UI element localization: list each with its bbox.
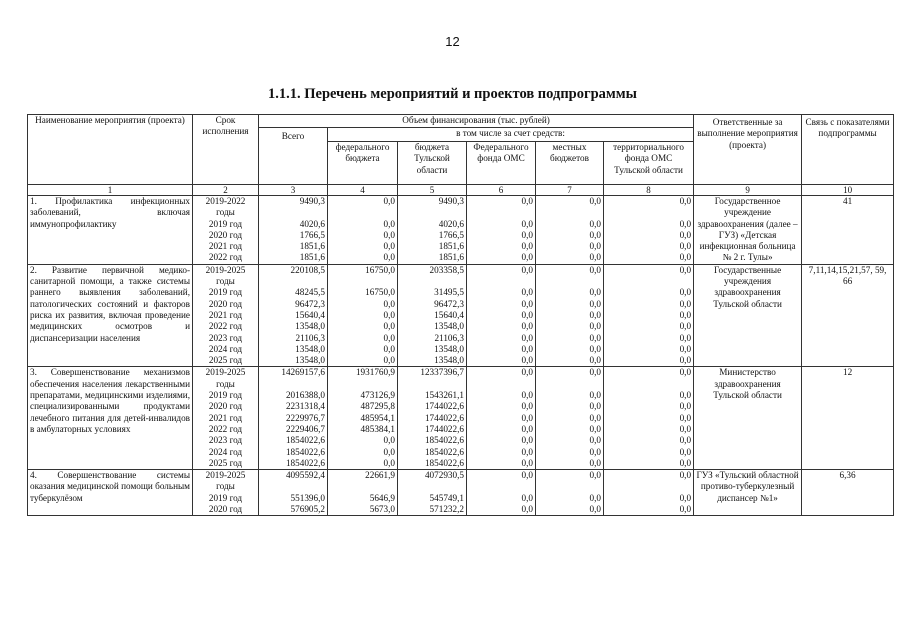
- amount-value: 0,0: [521, 446, 533, 457]
- amount-value: [400, 207, 464, 218]
- amount-value: 220108,5: [290, 264, 325, 275]
- amount-value: 0,0: [383, 309, 395, 320]
- amount-value: [469, 276, 533, 287]
- amount-value: 1854022,6: [424, 457, 464, 468]
- amount-value: 1851,6: [438, 252, 464, 263]
- amount-value: 1854022,6: [424, 446, 464, 457]
- amount-federal-budget: [328, 470, 398, 516]
- amount-value: 48245,5: [295, 287, 325, 298]
- amount-value: 0,0: [589, 332, 601, 343]
- amount-local-budgets: [536, 470, 604, 516]
- column-number: 6: [467, 185, 536, 196]
- term-line: 2019-2025: [205, 264, 246, 275]
- amount-value: 485384,1: [360, 423, 395, 434]
- amount-value: 1766,5: [438, 229, 464, 240]
- amount-value: 2229406,7: [285, 423, 325, 434]
- amount-value: [261, 481, 325, 492]
- term-cell: [193, 196, 259, 265]
- amount-value: 0,0: [521, 412, 533, 423]
- amount-value: 0,0: [679, 401, 692, 412]
- amount-value: 0,0: [589, 287, 601, 298]
- amount-value: 0,0: [589, 264, 601, 275]
- amount-value: [261, 276, 325, 287]
- amount-value: 0,0: [521, 218, 533, 229]
- header-federal-budget: федерального бюджета: [328, 142, 398, 185]
- term-line: 2019-2025: [205, 367, 246, 378]
- amount-value: [538, 481, 601, 492]
- amount-value: 571232,2: [429, 504, 464, 515]
- amount-value: 1854022,6: [424, 435, 464, 446]
- amount-value: 96472,3: [434, 298, 464, 309]
- amount-value: 0,0: [589, 218, 601, 229]
- amount-value: 13548,0: [434, 343, 464, 354]
- amount-federal-budget: [328, 196, 398, 265]
- term-line: годы: [216, 481, 235, 492]
- term-line: 2025 год: [208, 457, 243, 468]
- amount-value: 0,0: [679, 218, 692, 229]
- amount-federal-budget: [328, 264, 398, 367]
- amount-value: 0,0: [383, 218, 395, 229]
- term-line: 2022 год: [208, 423, 243, 434]
- amount-value: 0,0: [679, 309, 692, 320]
- amount-value: 0,0: [679, 241, 692, 252]
- amount-territorial-oms: [604, 367, 694, 470]
- amount-value: [606, 379, 691, 390]
- term-line: 2021 год: [208, 412, 243, 423]
- amount-value: 0,0: [383, 457, 395, 468]
- amount-value: 0,0: [521, 367, 533, 378]
- column-number: 1: [28, 185, 193, 196]
- amount-value: [538, 276, 601, 287]
- amount-value: 0,0: [521, 504, 533, 515]
- amount-value: 0,0: [383, 196, 395, 206]
- amount-value: 0,0: [589, 423, 601, 434]
- amount-value: 0,0: [589, 446, 601, 457]
- term-cell: [193, 264, 259, 367]
- indicator-link-cell: 6,36: [802, 470, 894, 516]
- amount-value: 0,0: [679, 504, 692, 515]
- column-number: 8: [604, 185, 694, 196]
- amount-value: 0,0: [589, 321, 601, 332]
- measure-name: 2. Развитие первичной медико-санитарной помощи, а также системы раннего выявления заболеваний, патологических состояний и факторов риска их развития, включая проведение медицинских осмотров и диспансеризации населения: [28, 264, 193, 367]
- amount-value: 0,0: [679, 457, 692, 468]
- amount-value: 0,0: [383, 343, 395, 354]
- column-number: 9: [694, 185, 802, 196]
- amount-value: 21106,3: [295, 332, 325, 343]
- amount-value: [469, 207, 533, 218]
- amount-value: 0,0: [521, 309, 533, 320]
- term-line: 2019-2022: [205, 196, 246, 206]
- amount-value: 31495,5: [434, 287, 464, 298]
- amount-value: 0,0: [521, 264, 533, 275]
- amount-value: [330, 276, 395, 287]
- amount-value: 4020,6: [299, 218, 325, 229]
- amount-value: 0,0: [521, 470, 533, 481]
- amount-value: 1854022,6: [285, 446, 325, 457]
- responsible-cell: Министерство здравоохранения Тульской области: [694, 367, 802, 470]
- amount-value: [330, 379, 395, 390]
- amount-value: 4072930,5: [424, 470, 464, 481]
- amount-value: 0,0: [679, 435, 692, 446]
- term-line: 2019 год: [208, 287, 243, 298]
- amount-value: 0,0: [521, 355, 533, 366]
- amount-tula-budget: [398, 264, 467, 367]
- term-line: годы: [216, 207, 235, 218]
- header-tula-budget: бюджета Тульской области: [398, 142, 467, 185]
- amount-value: 2229976,7: [285, 412, 325, 423]
- amount-value: 2231318,4: [285, 401, 325, 412]
- amount-value: 0,0: [679, 321, 692, 332]
- header-federal-oms: Федерального фонда ОМС: [467, 142, 536, 185]
- amount-value: 0,0: [679, 332, 692, 343]
- table-row: [28, 367, 894, 470]
- amount-value: 0,0: [521, 321, 533, 332]
- term-line: 2020 год: [208, 298, 243, 309]
- amount-value: 0,0: [679, 492, 692, 503]
- term-line: 2019 год: [208, 390, 243, 401]
- amount-value: [330, 207, 395, 218]
- amount-value: 0,0: [679, 355, 692, 366]
- term-line: 2021 год: [208, 241, 243, 252]
- amount-value: 0,0: [679, 367, 692, 378]
- term-line: 2019 год: [208, 218, 243, 229]
- amount-value: 0,0: [589, 355, 601, 366]
- amount-value: [606, 276, 691, 287]
- amount-value: 0,0: [383, 321, 395, 332]
- amount-tula-budget: [398, 196, 467, 265]
- amount-value: 0,0: [521, 332, 533, 343]
- amount-value: 0,0: [383, 241, 395, 252]
- amount-value: 0,0: [589, 298, 601, 309]
- amount-value: 0,0: [383, 252, 395, 263]
- amount-value: 9490,3: [299, 196, 325, 206]
- table-row: [28, 196, 894, 265]
- amount-value: 0,0: [679, 196, 692, 206]
- amount-value: 0,0: [589, 252, 601, 263]
- amount-local-budgets: [536, 196, 604, 265]
- term-cell: [193, 470, 259, 516]
- amount-total: [259, 264, 328, 367]
- amount-value: 1744022,6: [424, 423, 464, 434]
- term-line: 2024 год: [208, 343, 243, 354]
- term-line: 2022 год: [208, 252, 243, 263]
- amount-value: 203358,5: [429, 264, 464, 275]
- amount-value: 1744022,6: [424, 412, 464, 423]
- amount-value: 0,0: [521, 401, 533, 412]
- term-line: 2021 год: [208, 309, 243, 320]
- amount-value: 9490,3: [438, 196, 464, 206]
- amount-value: 0,0: [521, 457, 533, 468]
- amount-tula-budget: [398, 367, 467, 470]
- amount-value: 0,0: [383, 229, 395, 240]
- amount-value: 0,0: [679, 264, 692, 275]
- amount-value: 473126,9: [360, 390, 395, 401]
- responsible-cell: ГУЗ «Тульский областной противо-туберкулезный диспансер №1»: [694, 470, 802, 516]
- amount-value: [469, 379, 533, 390]
- term-cell: [193, 367, 259, 470]
- amount-value: 13548,0: [295, 343, 325, 354]
- amount-federal-oms: [467, 264, 536, 367]
- responsible-cell: Государственное учреждение здравоохранения (далее – ГУЗ) «Детская инфекционная больница № 2 г. Тулы»: [694, 196, 802, 265]
- amount-value: 16750,0: [365, 264, 395, 275]
- term-line: 2022 год: [208, 321, 243, 332]
- amount-local-budgets: [536, 367, 604, 470]
- amount-value: [400, 379, 464, 390]
- amount-federal-oms: [467, 196, 536, 265]
- amount-value: 1851,6: [299, 241, 325, 252]
- amount-value: 0,0: [679, 390, 692, 401]
- amount-value: 0,0: [521, 287, 533, 298]
- header-name: Наименование мероприятия (проекта): [28, 115, 193, 185]
- term-line: 2020 год: [208, 504, 243, 515]
- amount-total: [259, 470, 328, 516]
- amount-value: 0,0: [521, 423, 533, 434]
- amount-value: 0,0: [521, 492, 533, 503]
- amount-value: 0,0: [679, 470, 692, 481]
- amount-value: 1766,5: [299, 229, 325, 240]
- term-line: 2019 год: [208, 492, 243, 503]
- term-line: 2019-2025: [205, 470, 246, 481]
- amount-value: 15640,4: [295, 309, 325, 320]
- amount-value: 0,0: [521, 241, 533, 252]
- amount-value: 22661,9: [365, 470, 395, 481]
- amount-value: 0,0: [589, 229, 601, 240]
- amount-value: 0,0: [589, 470, 601, 481]
- amount-federal-oms: [467, 470, 536, 516]
- amount-value: [261, 207, 325, 218]
- amount-value: [469, 481, 533, 492]
- column-number-row: [28, 185, 894, 196]
- amount-value: 0,0: [589, 435, 601, 446]
- amount-value: 12337396,7: [420, 367, 464, 378]
- header-link: Связь с показателями подпрограммы: [802, 115, 894, 185]
- amount-value: 1543261,1: [424, 390, 464, 401]
- amount-local-budgets: [536, 264, 604, 367]
- amount-value: 0,0: [383, 435, 395, 446]
- amount-value: 0,0: [521, 390, 533, 401]
- amount-value: 485954,1: [360, 412, 395, 423]
- amount-value: 0,0: [679, 423, 692, 434]
- amount-value: 0,0: [521, 435, 533, 446]
- measure-name: 4. Совершенствование системы оказания медицинской помощи больным туберкулёзом: [28, 470, 193, 516]
- amount-value: [606, 207, 691, 218]
- amount-value: 0,0: [589, 401, 601, 412]
- amount-value: [330, 481, 395, 492]
- amount-value: 15640,4: [434, 309, 464, 320]
- amount-value: 0,0: [679, 229, 692, 240]
- measures-table: [27, 114, 894, 516]
- amount-value: 0,0: [679, 287, 692, 298]
- amount-value: 545749,1: [429, 492, 464, 503]
- amount-value: [606, 481, 691, 492]
- header-including: в том числе за счет средств:: [328, 128, 694, 142]
- amount-value: 5673,0: [369, 504, 395, 515]
- amount-value: 0,0: [589, 457, 601, 468]
- amount-value: 0,0: [679, 252, 692, 263]
- amount-value: 0,0: [679, 298, 692, 309]
- amount-value: 0,0: [589, 390, 601, 401]
- term-line: 2025 год: [208, 355, 243, 366]
- amount-value: 1854022,6: [285, 435, 325, 446]
- amount-value: 551396,0: [290, 492, 325, 503]
- amount-value: 1744022,6: [424, 401, 464, 412]
- amount-value: 0,0: [383, 446, 395, 457]
- amount-value: 13548,0: [295, 321, 325, 332]
- amount-value: 0,0: [383, 332, 395, 343]
- amount-value: 0,0: [589, 412, 601, 423]
- amount-value: 0,0: [521, 252, 533, 263]
- amount-territorial-oms: [604, 196, 694, 265]
- amount-value: [538, 207, 601, 218]
- term-line: 2023 год: [208, 332, 243, 343]
- header-term: Срок исполнения: [193, 115, 259, 185]
- amount-total: [259, 367, 328, 470]
- amount-federal-oms: [467, 367, 536, 470]
- measure-name: 1. Профилактика инфекционных заболеваний, включая иммунопрофилактику: [28, 196, 193, 265]
- header-local-budgets: местных бюджетов: [536, 142, 604, 185]
- header-volume: Объем финансирования (тыс. рублей): [259, 115, 694, 128]
- amount-value: 0,0: [589, 367, 601, 378]
- amount-value: 0,0: [521, 298, 533, 309]
- amount-value: 21106,3: [434, 332, 464, 343]
- measure-name: 3. Совершенствование механизмов обеспечения населения лекарственными препаратами, медицинскими изделиями, специализированными продуктами лечебного питания для детей-инвалидов в амбулаторных условиях: [28, 367, 193, 470]
- indicator-link-cell: 7,11,14,15,21,57, 59, 66: [802, 264, 894, 367]
- responsible-cell: Государственные учреждения здравоохранения Тульской области: [694, 264, 802, 367]
- amount-value: 13548,0: [434, 321, 464, 332]
- amount-value: 0,0: [521, 229, 533, 240]
- amount-value: 0,0: [521, 343, 533, 354]
- amount-value: 0,0: [589, 196, 601, 206]
- amount-value: [400, 481, 464, 492]
- term-line: 2020 год: [208, 401, 243, 412]
- header-responsible: Ответственные за выполнение мероприятия (проекта): [694, 115, 802, 185]
- amount-value: 0,0: [589, 492, 601, 503]
- amount-value: [400, 276, 464, 287]
- indicator-link-cell: 41: [802, 196, 894, 265]
- header-total: Всего: [259, 128, 328, 185]
- amount-value: 5646,9: [369, 492, 395, 503]
- amount-value: 16750,0: [365, 287, 395, 298]
- term-line: годы: [216, 276, 235, 287]
- amount-value: 0,0: [679, 412, 692, 423]
- amount-value: 0,0: [679, 446, 692, 457]
- amount-value: 1931760,9: [355, 367, 395, 378]
- amount-value: 0,0: [589, 343, 601, 354]
- amount-value: 0,0: [589, 504, 601, 515]
- column-number: 2: [193, 185, 259, 196]
- header-territorial-oms: территориального фонда ОМС Тульской области: [604, 142, 694, 185]
- amount-value: 0,0: [679, 343, 692, 354]
- amount-value: 96472,3: [295, 298, 325, 309]
- term-line: 2024 год: [208, 446, 243, 457]
- amount-value: 0,0: [521, 196, 533, 206]
- amount-value: 4095592,4: [285, 470, 325, 481]
- amount-value: 1851,6: [299, 252, 325, 263]
- column-number: 10: [802, 185, 894, 196]
- amount-value: 0,0: [383, 298, 395, 309]
- page-title: 1.1.1. Перечень мероприятий и проектов подпрограммы: [268, 86, 637, 102]
- amount-value: 13548,0: [434, 355, 464, 366]
- amount-value: 14269157,6: [281, 367, 325, 378]
- indicator-link-cell: 12: [802, 367, 894, 470]
- amount-territorial-oms: [604, 470, 694, 516]
- amount-value: [261, 379, 325, 390]
- term-line: 2023 год: [208, 435, 243, 446]
- amount-federal-budget: [328, 367, 398, 470]
- table-row: [28, 470, 894, 516]
- amount-total: [259, 196, 328, 265]
- amount-value: 1854022,6: [285, 457, 325, 468]
- amount-value: 13548,0: [295, 355, 325, 366]
- amount-value: 1851,6: [438, 241, 464, 252]
- column-number: 3: [259, 185, 328, 196]
- amount-territorial-oms: [604, 264, 694, 367]
- column-number: 7: [536, 185, 604, 196]
- term-line: 2020 год: [208, 229, 243, 240]
- column-number: 4: [328, 185, 398, 196]
- column-number: 5: [398, 185, 467, 196]
- table-row: [28, 264, 894, 367]
- amount-value: 0,0: [383, 355, 395, 366]
- term-line: годы: [216, 378, 235, 389]
- amount-value: 0,0: [589, 241, 601, 252]
- amount-tula-budget: [398, 470, 467, 516]
- page-number: 12: [445, 34, 460, 49]
- amount-value: 2016388,0: [285, 390, 325, 401]
- amount-value: 576905,2: [290, 504, 325, 515]
- amount-value: 0,0: [589, 309, 601, 320]
- amount-value: [538, 379, 601, 390]
- amount-value: 4020,6: [438, 218, 464, 229]
- amount-value: 487295,8: [360, 401, 395, 412]
